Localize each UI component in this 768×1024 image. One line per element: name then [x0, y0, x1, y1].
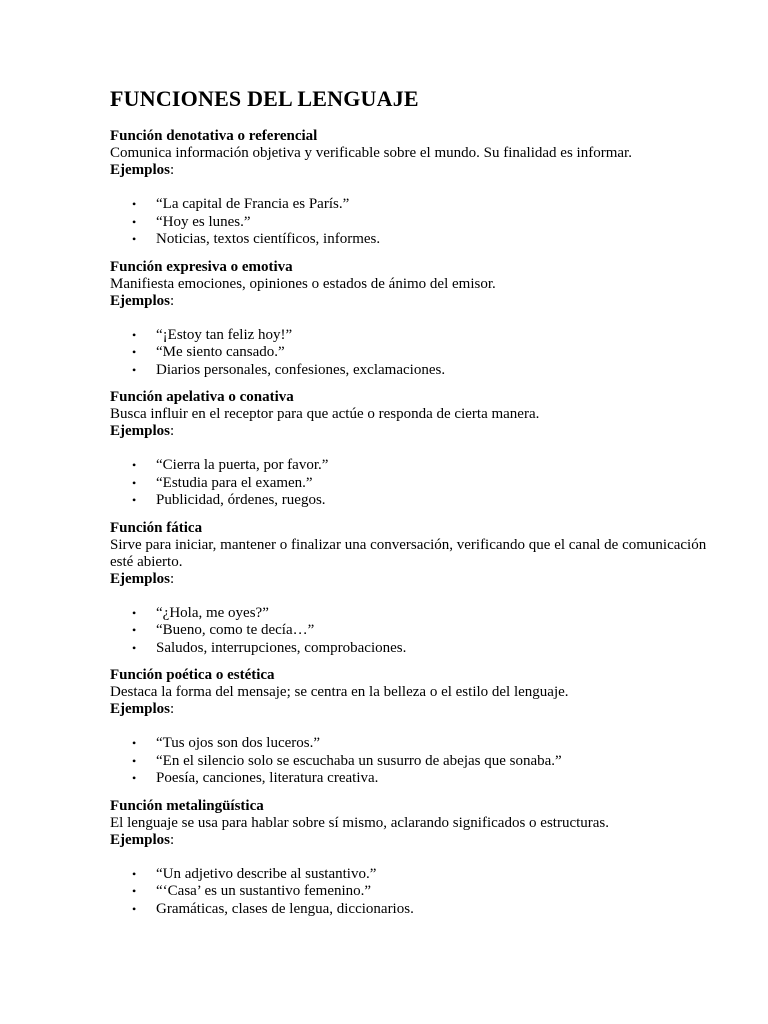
bullet-icon: •: [132, 214, 137, 229]
examples-list: [110, 866, 710, 919]
bullet-icon: •: [132, 736, 137, 750]
list-item: [110, 196, 710, 214]
examples-label: [110, 832, 710, 849]
section-heading: Función fática: [110, 519, 203, 536]
examples-label-text: Ejemplos: [110, 701, 170, 717]
examples-label: [110, 701, 710, 718]
section: [110, 667, 710, 788]
list-item-text: Publicidad, órdenes, ruegos.: [156, 492, 326, 508]
list-item: [110, 640, 710, 658]
section-description: Sirve para iniciar, mantener o finalizar una conversación, verificando que el canal de comunicación esté abierto.: [110, 536, 707, 570]
list-item: [110, 475, 710, 493]
section-description: Destaca la forma del mensaje; se centra en la belleza o el estilo del lenguaje.: [110, 684, 569, 700]
list-item: [110, 344, 710, 362]
examples-label: [110, 162, 710, 179]
bullet-icon: •: [132, 866, 137, 881]
bullet-icon: •: [132, 327, 137, 342]
section: [110, 798, 710, 919]
examples-list: [110, 457, 710, 510]
page-title: FUNCIONES DEL LENGUAJE: [110, 86, 419, 111]
list-item-text: Gramáticas, clases de lengua, diccionarios.: [156, 900, 414, 917]
list-item: [110, 214, 710, 232]
section: [110, 520, 710, 658]
list-item: [110, 735, 710, 753]
list-item-text: “Bueno, como te decía…”: [156, 622, 315, 638]
examples-label-colon: :: [170, 701, 175, 717]
section-description: Comunica información objetiva y verificable sobre el mundo. Su finalidad es informar.: [110, 145, 632, 161]
examples-label-text: Ejemplos: [110, 831, 170, 848]
list-item-text: “‘Casa’ es un sustantivo femenino.”: [156, 883, 372, 899]
list-item: [110, 327, 710, 345]
bullet-icon: •: [132, 197, 137, 211]
list-item: [110, 770, 710, 788]
section: [110, 259, 710, 380]
section-heading: Función poética o estética: [110, 667, 275, 683]
list-item: [110, 866, 710, 884]
list-item: [110, 457, 710, 475]
bullet-icon: •: [132, 753, 137, 768]
list-item-text: Saludos, interrupciones, comprobaciones.: [156, 639, 407, 656]
list-item-text: Diarios personales, confesiones, exclamaciones.: [156, 361, 446, 378]
examples-label-text: Ejemplos: [110, 423, 170, 439]
list-item-text: “En el silencio solo se escuchaba un susurro de abejas que sonaba.”: [156, 752, 562, 769]
examples-label: [110, 571, 710, 588]
section-description: El lenguaje se usa para hablar sobre sí mismo, aclarando significados o estructuras.: [110, 814, 610, 831]
examples-list: [110, 735, 710, 788]
bullet-icon: •: [132, 605, 137, 620]
list-item-text: “Hoy es lunes.”: [156, 213, 251, 230]
examples-label-colon: :: [170, 570, 175, 587]
section-description: Busca influir en el receptor para que actúe o responda de cierta manera.: [110, 406, 540, 422]
section-heading: Función expresiva o emotiva: [110, 258, 293, 275]
bullet-icon: •: [132, 901, 137, 916]
sections-container: [110, 128, 710, 918]
section-heading: Función apelativa o conativa: [110, 389, 294, 405]
list-item-text: “¿Hola, me oyes?”: [156, 604, 269, 621]
list-item: [110, 492, 710, 510]
list-item: [110, 901, 710, 919]
examples-label: [110, 423, 710, 440]
examples-list: [110, 196, 710, 249]
section-heading: Función denotativa o referencial: [110, 128, 318, 144]
list-item-text: “Me siento cansado.”: [156, 344, 285, 360]
examples-label: [110, 293, 710, 310]
bullet-icon: •: [132, 884, 137, 898]
list-item-text: “Tus ojos son dos luceros.”: [156, 735, 321, 751]
examples-label-text: Ejemplos: [110, 570, 170, 587]
examples-list: [110, 605, 710, 658]
bullet-icon: •: [132, 458, 137, 472]
list-item-text: “La capital de Francia es París.”: [156, 196, 350, 212]
bullet-icon: •: [132, 475, 137, 490]
bullet-icon: •: [132, 640, 137, 655]
list-item-text: Noticias, textos científicos, informes.: [156, 231, 381, 247]
list-item-text: “¡Estoy tan feliz hoy!”: [156, 326, 293, 343]
list-item: [110, 362, 710, 380]
list-item: [110, 883, 710, 901]
list-item-text: “Un adjetivo describe al sustantivo.”: [156, 865, 377, 882]
list-item-text: “Cierra la puerta, por favor.”: [156, 457, 329, 473]
list-item-text: “Estudia para el examen.”: [156, 474, 313, 491]
examples-label-colon: :: [170, 423, 175, 439]
section: [110, 128, 710, 249]
section: [110, 389, 710, 510]
list-item: [110, 753, 710, 771]
section-description: Manifiesta emociones, opiniones o estados de ánimo del emisor.: [110, 275, 496, 292]
bullet-icon: •: [132, 771, 137, 785]
bullet-icon: •: [132, 362, 137, 377]
examples-label-colon: :: [170, 162, 175, 178]
examples-label-colon: :: [170, 831, 175, 848]
bullet-icon: •: [132, 345, 137, 359]
bullet-icon: •: [132, 232, 137, 246]
bullet-icon: •: [132, 623, 137, 637]
list-item: [110, 605, 710, 623]
examples-label-colon: :: [170, 292, 175, 309]
list-item: [110, 231, 710, 249]
section-heading: Función metalingüística: [110, 797, 264, 814]
examples-label-text: Ejemplos: [110, 162, 170, 178]
list-item-text: Poesía, canciones, literatura creativa.: [156, 770, 379, 786]
examples-label-text: Ejemplos: [110, 292, 170, 309]
bullet-icon: •: [132, 493, 137, 507]
document-page: [110, 84, 710, 928]
examples-list: [110, 327, 710, 380]
list-item: [110, 622, 710, 640]
